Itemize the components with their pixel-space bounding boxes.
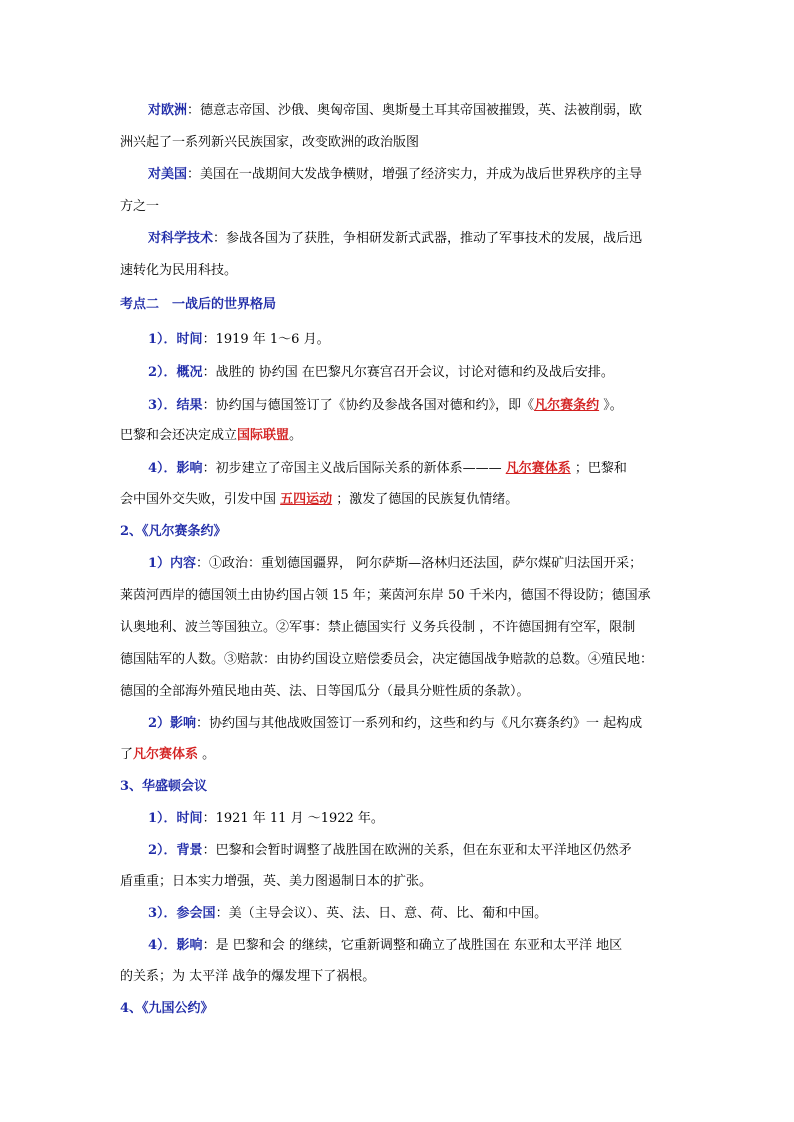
versailles-content-line-2: 莱茵河西岸的德国领土由协约国占领 15 年；莱茵河东岸 50 千米内，德国不得设防；德国承 [120, 588, 651, 603]
washington-impact-line-2: 的关系；为 太平洋 战争的爆发埋下了祸根。 [120, 969, 376, 984]
kd2-item-result: 3）．结果：协约国与德国签订了《协约及参战各国对德和约》，即《凡尔赛条约 》。 [148, 398, 623, 413]
usa-label: 对美国 [148, 167, 188, 182]
may-fourth-highlight: 五四运动 [280, 492, 333, 507]
section-heading-kd2: 考点二 一战后的世界格局 [120, 297, 277, 312]
kd2-item-overview: 2）．概况：战胜的 协约国 在巴黎凡尔赛宫召开会议，讨论对德和约及战后安排。 [148, 365, 614, 380]
section-heading-versailles: 2、《凡尔赛条约》 [120, 524, 227, 539]
usa-line-1: 对美国：美国在一战期间大发战争横财，增强了经济实力，并成为战后世界秩序的主导 [148, 167, 643, 182]
science-line-1: 对科学技术：参战各国为了获胜，争相研发新式武器，推动了军事技术的发展，战后迅 [148, 231, 643, 246]
kd2-item-time: 1）．时间：1919 年 1～6 月。 [148, 332, 330, 347]
kd2-item-impact: 4）．影响：初步建立了帝国主义战后国际关系的新体系——— 凡尔赛体系 ；巴黎和 [148, 461, 627, 476]
section-heading-nine-power-treaty: 4、《九国公约》 [120, 1001, 214, 1016]
europe-line-1: 对欧洲：德意志帝国、沙俄、奥匈帝国、奥斯曼土耳其帝国被摧毁，英、法被削弱，欧 [148, 103, 643, 118]
league-of-nations-highlight: 国际联盟 [237, 428, 290, 443]
kd2-item-impact-line-2: 会中国外交失败，引发中国 五四运动 ；激发了德国的民族复仇情绪。 [120, 492, 519, 507]
versailles-treaty-highlight: 凡尔赛条约 [534, 398, 600, 413]
versailles-content-line-1: 1）内容：①政治：重划德国疆界， 阿尔萨斯—洛林归还法国，萨尔煤矿归法国开采； [148, 556, 643, 571]
usa-line-2: 方之一 [120, 199, 160, 214]
versailles-impact-line-2: 了凡尔赛体系 。 [120, 747, 216, 762]
washington-background-line-1: 2）．背景：巴黎和会暂时调整了战胜国在欧洲的关系，但在东亚和太平洋地区仍然矛 [148, 843, 632, 858]
kd2-item-result-line-2: 巴黎和会还决定成立国际联盟。 [120, 428, 303, 443]
washington-participants: 3）．参会国：美（主导会议）、英、法、日、意、荷、比、葡和中国。 [148, 906, 548, 921]
versailles-impact-line-1: 2）影响：协约国与其他战败国签订一系列和约，这些和约与《凡尔赛条约》一 起构成 [148, 716, 643, 731]
science-line-2: 速转化为民用科技。 [120, 263, 238, 278]
europe-line-2: 洲兴起了一系列新兴民族国家，改变欧洲的政治版图 [120, 135, 420, 150]
washington-time: 1）．时间：1921 年 11 月 ～1922 年。 [148, 811, 384, 826]
washington-impact-line-1: 4）．影响：是 巴黎和会 的继续，它重新调整和确立了战胜国在 东亚和太平洋 地区 [148, 938, 623, 953]
science-label: 对科学技术 [148, 231, 214, 246]
versailles-system-highlight-2: 凡尔赛体系 [133, 747, 199, 762]
europe-label: 对欧洲 [148, 103, 188, 118]
versailles-content-line-4: 德国陆军的人数。③赔款：由协约国设立赔偿委员会，决定德国战争赔款的总数。④殖民地： [120, 652, 654, 667]
washington-background-line-2: 盾重重；日本实力增强，英、美力图遏制日本的扩张。 [120, 874, 433, 889]
section-heading-washington: 3、华盛顿会议 [120, 779, 208, 794]
versailles-content-line-5: 德国的全部海外殖民地由英、法、日等国瓜分（最具分赃性质的条款）。 [120, 684, 530, 699]
versailles-system-highlight: 凡尔赛体系 [505, 461, 571, 476]
versailles-content-line-3: 认奥地利、波兰等国独立。②军事：禁止德国实行 义务兵役制 ，不许德国拥有空军，限制 [120, 620, 636, 635]
